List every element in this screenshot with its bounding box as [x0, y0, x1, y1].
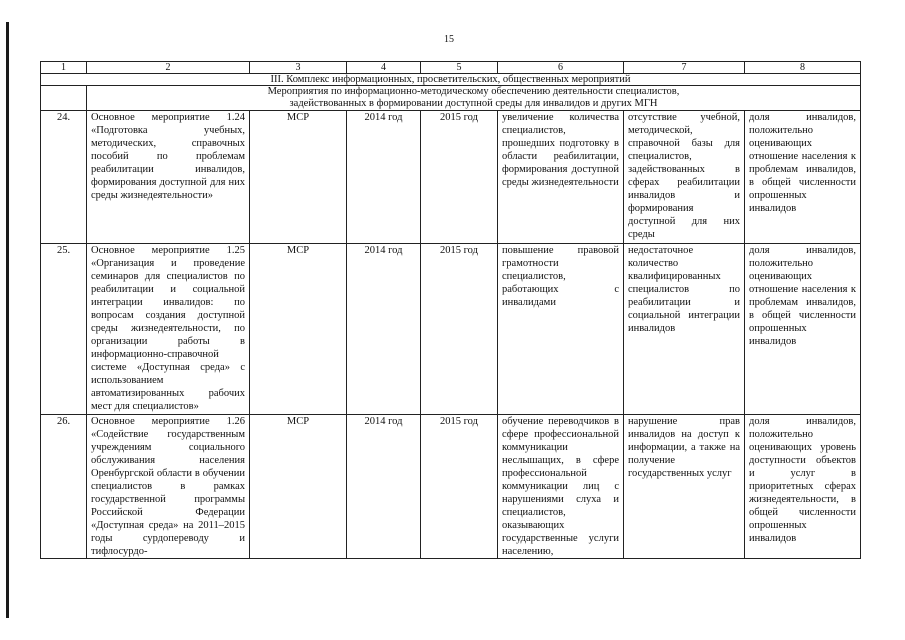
measures-table: [40, 61, 861, 559]
section-title: III. Комплекс информационных, просветительских, общественных мероприятий: [41, 74, 861, 86]
col-header: 6: [498, 62, 624, 74]
section-row: [41, 74, 861, 86]
end-year: 2015 год: [421, 111, 498, 244]
column-number-row: [41, 62, 861, 74]
indicator: доля инвалидов, положительно оценивающих отношение населения к проблемам инвалидов, в общей численности опрошенных инвалидов: [745, 244, 861, 415]
subsection-title-line2: задействованных в формировании доступной среды для инвалидов и других МГН: [289, 98, 658, 109]
measure-name: Основное мероприятие 1.24 «Подготовка учебных, методических, справочных пособий по проблемам реабилитации инвалидов, формирования доступной для них среды жизнедеятельности»: [87, 111, 250, 244]
col-header: 8: [745, 62, 861, 74]
indicator: доля инвалидов, положительно оценивающих отношение населения к проблемам инвалидов, в общей численности опрошенных инвалидов: [745, 111, 861, 244]
non-implementation-consequence: нарушение прав инвалидов на доступ к информации, а также на получение государственных услуг: [624, 415, 745, 559]
scan-margin-bar: [6, 22, 9, 618]
executor: МСР: [250, 244, 347, 415]
row-number: 26.: [41, 415, 87, 559]
subsection-title-line1: Мероприятия по информационно-методическому обеспечению деятельности специалистов,: [267, 86, 680, 97]
col-header: 2: [87, 62, 250, 74]
measure-name: Основное мероприятие 1.26 «Содействие государственным учреждениям социального обслуживания населения Оренбургской области в обучении специалистов в рамках государственной программы Российской Федерации «Доступная среда» на 2011–2015 годы сурдопереводу и тифлосурдо-: [87, 415, 250, 559]
col-header: 5: [421, 62, 498, 74]
row-number: 24.: [41, 111, 87, 244]
end-year: 2015 год: [421, 415, 498, 559]
start-year: 2014 год: [347, 415, 421, 559]
measure-name: Основное мероприятие 1.25 «Организация и проведение семинаров для специалистов по реабилитации и социальной интеграции инвалидов: по вопросам создания доступной среды жизнедеятельности, по организации работы в информационно-справочной системе «Доступная среда» с использованием автоматизированных рабочих мест для специалистов»: [87, 244, 250, 415]
col-header: 4: [347, 62, 421, 74]
start-year: 2014 год: [347, 244, 421, 415]
table-row: [41, 111, 861, 244]
page-number: 15: [444, 34, 454, 45]
table-row: [41, 415, 861, 559]
expected-result: повышение правовой грамотности специалистов, работающих с инвалидами: [498, 244, 624, 415]
end-year: 2015 год: [421, 244, 498, 415]
col-header: 1: [41, 62, 87, 74]
executor: МСР: [250, 415, 347, 559]
row-number: 25.: [41, 244, 87, 415]
expected-result: увеличение количества специалистов, прошедших подготовку в области реабилитации, формирования доступной среды жизнедеятельности: [498, 111, 624, 244]
subsection-title: [87, 86, 861, 111]
col-header: 3: [250, 62, 347, 74]
start-year: 2014 год: [347, 111, 421, 244]
subsection-row: [41, 86, 861, 111]
table-row: [41, 244, 861, 415]
executor: МСР: [250, 111, 347, 244]
expected-result: обучение переводчиков в сфере профессиональной коммуникации неслышащих, в сфере профессиональной коммуникации лиц с нарушениями слуха и специалистов, оказывающих государственные услуги населению,: [498, 415, 624, 559]
non-implementation-consequence: отсутствие учебной, методической, справочной базы для специалистов, задействованных в сферах реабилитации инвалидов и формирования доступной для них среды: [624, 111, 745, 244]
non-implementation-consequence: недостаточное количество квалифицированных специалистов по реабилитации и социальной интеграции инвалидов: [624, 244, 745, 415]
indicator: доля инвалидов, положительно оценивающих уровень доступности объектов и услуг в приоритетных сферах жизнедеятельности, в общей численности опрошенных инвалидов: [745, 415, 861, 559]
col-header: 7: [624, 62, 745, 74]
